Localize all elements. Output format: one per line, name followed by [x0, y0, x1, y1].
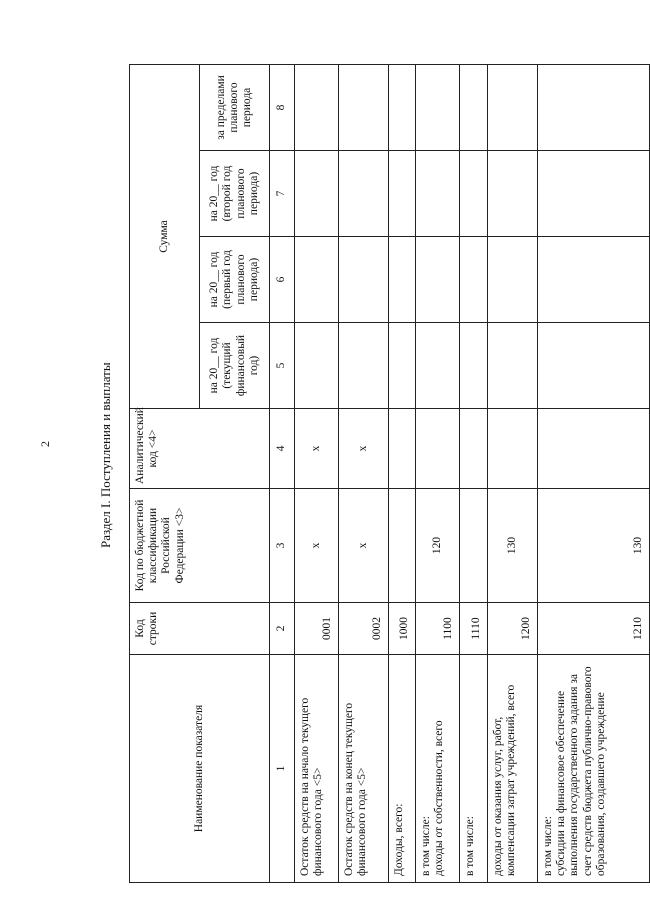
row-code: 1000: [389, 603, 416, 655]
cell-sum: [538, 323, 650, 409]
row-code: 1100: [416, 603, 460, 655]
row-budget-code: [460, 489, 488, 603]
row-name: Остаток средств на начало текущего финансового года <5>: [295, 655, 339, 883]
row-code: 1110: [460, 603, 488, 655]
table-row: [339, 64, 389, 882]
cell-sum: [488, 323, 538, 409]
header-sum: Сумма: [130, 64, 200, 408]
row-name: в том числе: доходы от собственности, всего: [416, 655, 460, 883]
row-code: 0001: [295, 603, 339, 655]
table-row: [538, 64, 650, 882]
income-payments-table: [129, 64, 650, 883]
column-number: 4: [270, 409, 295, 489]
row-code: 1200: [488, 603, 538, 655]
cell-sum: [460, 64, 488, 150]
column-number: 2: [270, 603, 295, 655]
cell-sum: [389, 64, 416, 150]
cell-sum: [389, 323, 416, 409]
cell-sum: [538, 237, 650, 323]
cell-sum: [339, 151, 389, 237]
row-analytic-code: [488, 409, 538, 489]
cell-sum: [339, 237, 389, 323]
row-code: 1210: [538, 603, 650, 655]
row-analytic-code: x: [295, 409, 339, 489]
header-sum-beyond-plan: за пределами планового периода: [200, 64, 270, 150]
cell-sum: [538, 151, 650, 237]
cell-sum: [295, 237, 339, 323]
cell-sum: [389, 237, 416, 323]
cell-sum: [339, 323, 389, 409]
cell-sum: [460, 151, 488, 237]
table-row: [389, 64, 416, 882]
row-name: Остаток средств на конец текущего финансового года <5>: [339, 655, 389, 883]
row-budget-code: x: [295, 489, 339, 603]
column-number: 1: [270, 655, 295, 883]
cell-sum: [295, 64, 339, 150]
header-budget-code: Код по бюджетной классификации Российской Федерации <3>: [130, 489, 270, 603]
row-analytic-code: [538, 409, 650, 489]
cell-sum: [416, 323, 460, 409]
table-row: [488, 64, 538, 882]
table-row: [295, 64, 339, 882]
header-indicator-name: Наименование показателя: [130, 655, 270, 883]
column-number-row: [270, 64, 295, 882]
row-name: Доходы, всего:: [389, 655, 416, 883]
cell-sum: [488, 237, 538, 323]
cell-sum: [389, 151, 416, 237]
cell-sum: [339, 64, 389, 150]
row-analytic-code: [389, 409, 416, 489]
cell-sum: [538, 64, 650, 150]
row-name: в том числе:: [460, 655, 488, 883]
table-row: [460, 64, 488, 882]
column-number: 6: [270, 237, 295, 323]
row-analytic-code: [416, 409, 460, 489]
header-sum-first-plan-year: на 20__ год (первый год планового периода): [200, 237, 270, 323]
cell-sum: [488, 64, 538, 150]
column-number: 5: [270, 323, 295, 409]
row-budget-code: 120: [416, 489, 460, 603]
column-number: 3: [270, 489, 295, 603]
row-analytic-code: x: [339, 409, 389, 489]
income-payments-table-container: [129, 65, 644, 883]
page-number: 2: [38, 441, 52, 447]
table-row: [416, 64, 460, 882]
cell-sum: [460, 237, 488, 323]
row-name: доходы от оказания услуг, работ, компенсации затрат учреждений, всего: [488, 655, 538, 883]
cell-sum: [416, 64, 460, 150]
header-row-code: Код строки: [130, 603, 270, 655]
cell-sum: [488, 151, 538, 237]
row-analytic-code: [460, 409, 488, 489]
cell-sum: [295, 151, 339, 237]
row-budget-code: 130: [488, 489, 538, 603]
row-budget-code: x: [339, 489, 389, 603]
cell-sum: [460, 323, 488, 409]
column-number: 8: [270, 64, 295, 150]
header-analytic-code: Аналитический код <4>: [130, 409, 270, 489]
row-code: 0002: [339, 603, 389, 655]
cell-sum: [416, 237, 460, 323]
cell-sum: [295, 323, 339, 409]
header-sum-second-plan-year: на 20__ год (второй год планового периода): [200, 151, 270, 237]
row-name: в том числе: субсидии на финансовое обеспечение выполнения государственного задания за счет средств бюджета публично-правового образования, создавшего учреждение: [538, 655, 650, 883]
header-sum-current-year: на 20__ год (текущий финансовый год): [200, 323, 270, 409]
cell-sum: [416, 151, 460, 237]
row-budget-code: [389, 489, 416, 603]
section-title: Раздел I. Поступления и выплаты: [98, 362, 113, 548]
row-budget-code: 130: [538, 489, 650, 603]
column-number: 7: [270, 151, 295, 237]
